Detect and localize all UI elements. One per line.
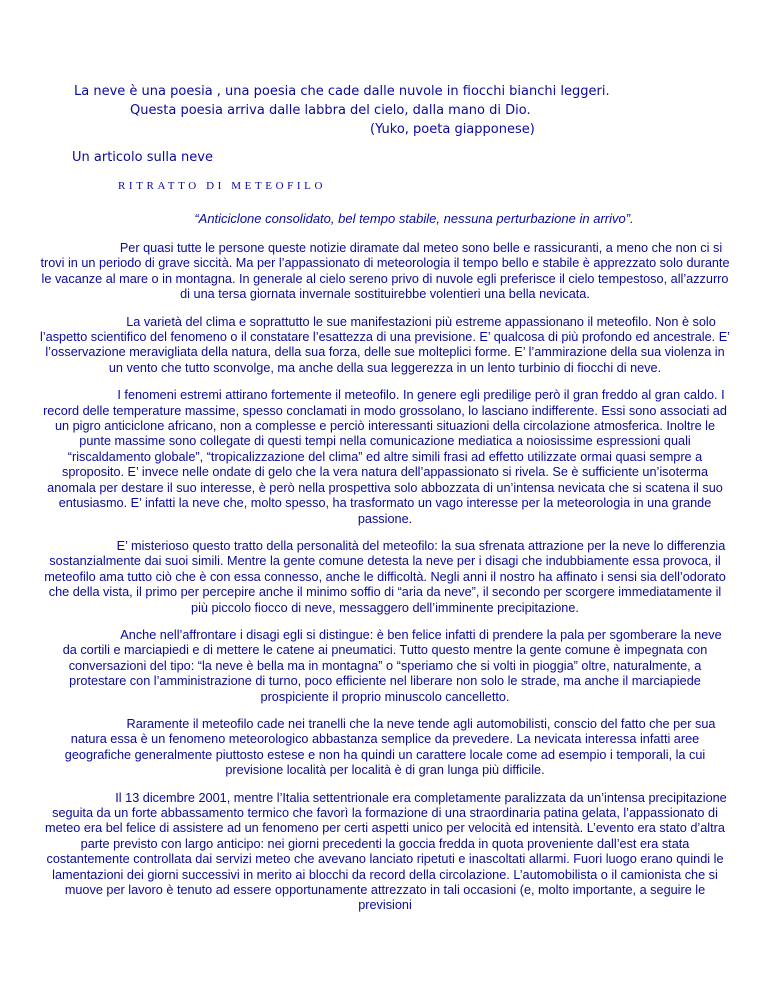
paragraph: E’ misterioso questo tratto della personalità del meteofilo: la sua sfrenata attrazione per la neve lo differenzia sostanzialmente dai suoi simili. Mentre la gente comune detesta la neve per i disagi che indubbiamente essa provoca, il meteofilo ama tutto ciò che è con essa connesso, anche le difficoltà. Negli anni il nostro ha affinato i sensi sia dell’odorato che della vista, il primo per percepire anche il minimo soffio di “aria da neve”, il secondo per scorgere immediatamente il più piccolo fiocco di neve, messaggero dell’imminente precipitazione.	[44, 538, 726, 615]
paragraph: La varietà del clima e soprattutto le sue manifestazioni più estreme appassionano il meteofilo. Non è solo l’aspetto scientifico del fenomeno o il constatare l’esattezza di una previsione. E’ qualcosa di più profondo ed ancestrale. E’ l’osservazione meravigliata della natura, della sua forza, delle sue molteplici forme. E’ l’ammirazione della sua violenza in un vento che tutto sconvolge, ma anche della sua leggerezza in un lento turbinio di fiocchi di neve.	[40, 314, 730, 375]
forecast-quote: “Anticiclone consolidato, bel tempo stabile, nessuna perturbazione in arrivo”.	[194, 211, 634, 226]
poem-line: La neve è una poesia , una poesia che cade dalle nuvole in fiocchi bianchi leggeri.	[74, 84, 610, 99]
paragraph: Per quasi tutte le persone queste notizie diramate dal meteo sono belle e rassicuranti, a meno che non ci si trovi in un periodo di grave siccità. Ma per l’appassionato di meteorologia il tempo bello e stabile è apprezzato solo durante le vacanze al mare o in montagna. In generale al cielo sereno privo di nuvole egli preferisce il cielo tempestoso, all’azzurro di una tersa giornata invernale sostituirebbe volentieri una bella nevicata.	[40, 241, 730, 302]
article-heading: Un articolo sulla neve	[72, 150, 213, 165]
poem-attribution: (Yuko, poeta giapponese)	[370, 122, 535, 137]
paragraph: Il 13 dicembre 2001, mentre l’Italia settentrionale era completamente paralizzata da un’intensa precipitazione seguita da un forte abbassamento termico che favorì la formazione di una straordinaria patina gelata, l’appassionato di meteo era bel felice di assistere ad un fenomeno per certi aspetti unico per velocità ed intensità. L’evento era stato d’altra parte previsto con largo anticipo: nei giorni precedenti la goccia fredda in quota proveniente dall’est era stata costantemente controllata dai servizi meteo che avevano lanciato ripetuti e inascoltati allarmi. Fuori luogo erano quindi le lamentazioni dei giorni successivi in merito ai blocchi da record della circolazione. L’automobilista o il camionista che si muove per lavoro è tenuto ad essere opportunamente attrezzato in tali occasioni (e, molto importante, a seguire le previsioni	[45, 790, 727, 913]
paragraph: Raramente il meteofilo cade nei tranelli che la neve tende agli automobilisti, conscio del fatto che per sua natura essa è un fenomeno meteorologico abbastanza semplice da prevedere. La nevicata interessa infatti aree geografiche generalmente piuttosto estese e non ha quindi un carattere locale come ad esempio i temporali, la cui previsione località per località è di gran lunga più difficile.	[64, 716, 716, 778]
paragraph: I fenomeni estremi attirano fortemente il meteofilo. In genere egli predilige però il gran freddo al gran caldo. I record delle temperature massime, spesso conclamati in modo grossolano, lo lasciano indifferente. Essi sono associati ad un pigro anticiclone africano, non a complesse e perciò interessanti situazioni della circolazione atmosferica. Inoltre le punte massime sono collegate di questi tempi nella comunicazione mediatica a noiosissime espressioni quali “riscaldamento globale”, “tropicalizzazione del clima” ed altre simili frasi ad effetto utilizzate ormai quasi sempre a sproposito. E’ invece nelle ondate di gelo che la vera natura dell’appassionato si rivela. Se è sufficiente un’isoterma anomala per destare il suo interesse, è però nella prospettiva solo abbozzata di un’intensa nevicata che si scatena il suo entusiasmo. E’ infatti la neve che, molto spesso, ha trasformato un vago interesse per la meteorologia in una grande passione.	[43, 388, 727, 526]
paragraph: Anche nell’affrontare i disagi egli si distingue: è ben felice infatti di prendere la pala per sgomberare la neve da cortili e marciapiedi e di mettere le catene ai pneumatici. Tutto questo mentre la gente comune è impegnata con conversazioni del tipo: “la neve è bella ma in montagna” o “speriamo che si volti in pioggia” oltre, naturalmente, a protestare con l’amministrazione di turno, poco efficiente nel liberare non solo le strade, ma anche il marciapiede prospiciente il proprio minuscolo cancelletto.	[62, 627, 722, 704]
poem-epigraph	[70, 82, 730, 139]
poem-line: Questa poesia arriva dalle labbra del cielo, dalla mano di Dio.	[130, 103, 531, 118]
article-body	[40, 241, 730, 926]
section-title: RITRATTO DI METEOFILO	[118, 180, 326, 192]
